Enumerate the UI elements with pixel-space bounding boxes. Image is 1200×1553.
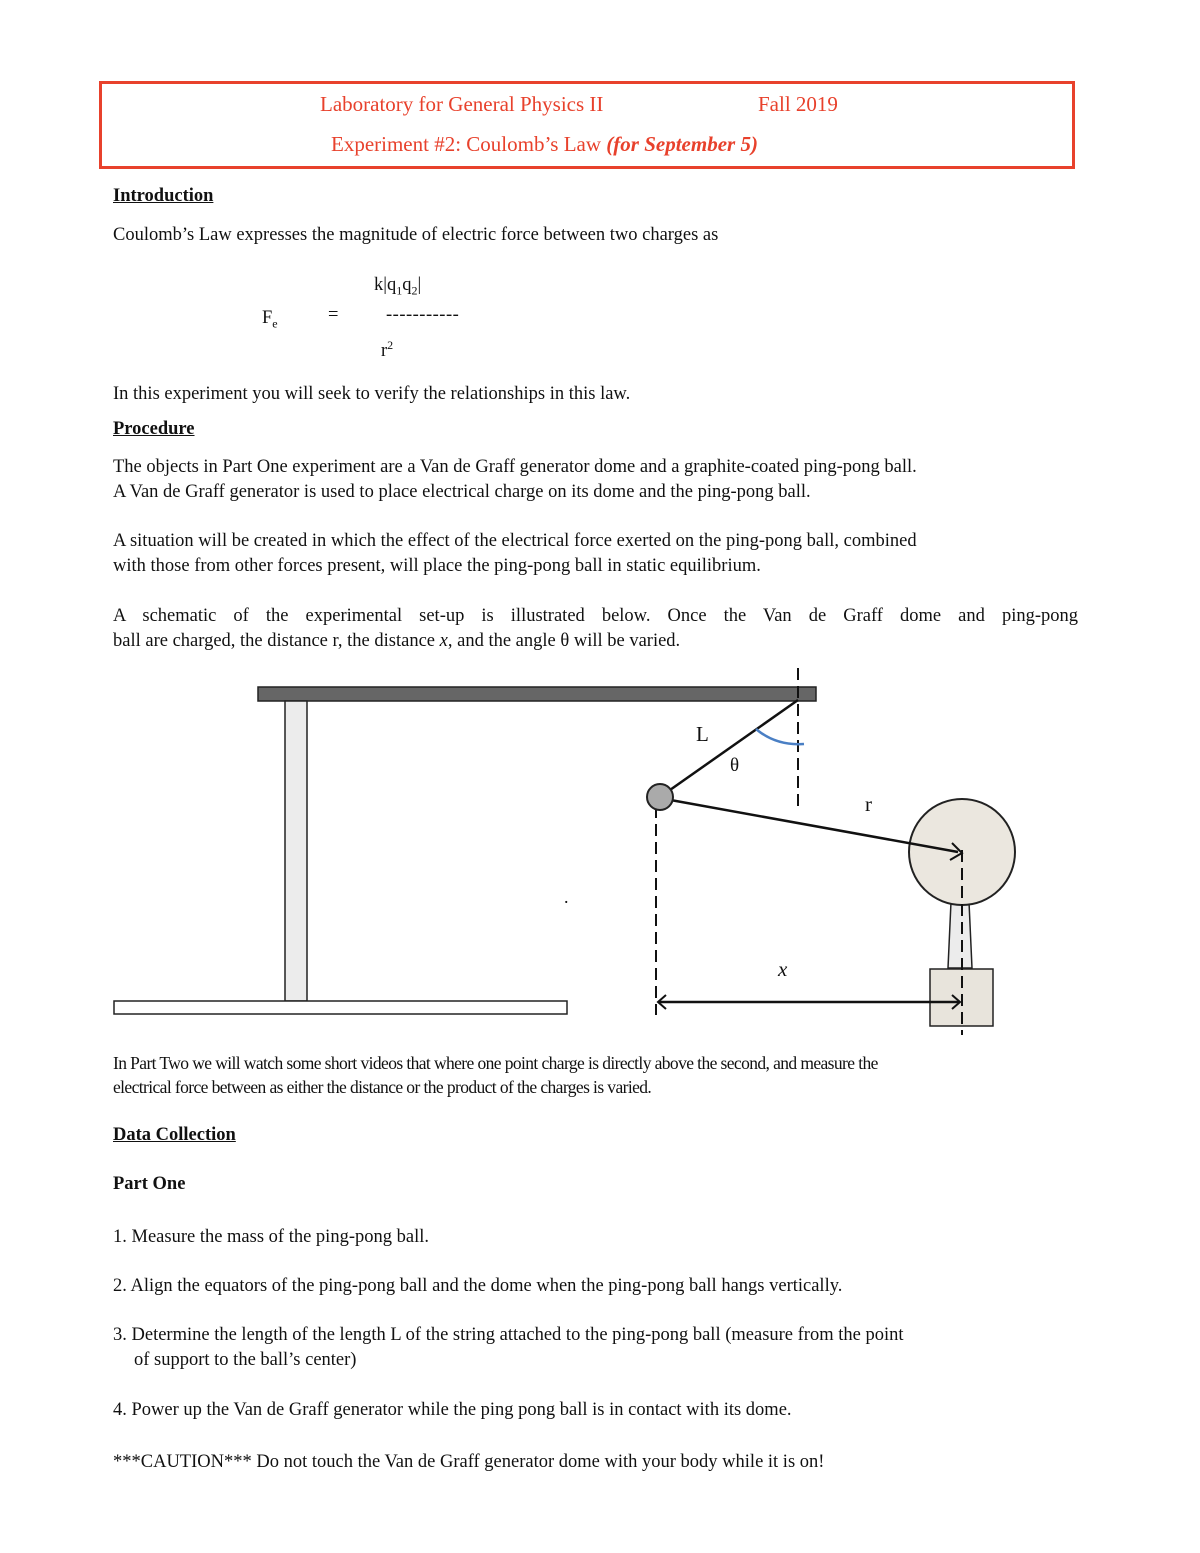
ping-pong-ball <box>647 784 673 810</box>
experiment-name: Experiment #2: Coulomb’s Law <box>331 132 602 156</box>
proc-p3-line2: ball are charged, the distance r, the distance x, and the angle θ will be varied. <box>113 631 681 651</box>
eq-denominator: $r^2$ <box>381 338 394 362</box>
data-collection-heading: Data Collection <box>113 1125 236 1145</box>
generator-stand <box>948 902 972 968</box>
proc-p1-line2: A Van de Graff generator is used to place electrical charge on its dome and the ping-pong ball. <box>113 482 811 502</box>
step-2: 2. Align the equators of the ping-pong ball and the dome when the ping-pong ball hangs vertically. <box>113 1276 843 1296</box>
part-one-heading: Part One <box>113 1174 186 1194</box>
eq-fraction-bar: ----------- <box>386 305 460 325</box>
step-3-cont: of support to the ball’s center) <box>134 1350 357 1370</box>
doc-title: Laboratory for General Physics II <box>320 92 604 116</box>
experiment-date: (for September 5) <box>606 132 758 156</box>
step-3: 3. Determine the length of the length L of the string attached to the ping-pong ball (measure from the point <box>113 1325 904 1345</box>
proc-p2-line2: with those from other forces present, will place the ping-pong ball in static equilibrium. <box>113 556 761 576</box>
support-post <box>285 701 307 1001</box>
stray-dot: . <box>564 887 569 907</box>
term: Fall 2019 <box>758 92 838 116</box>
label-x: x <box>778 957 788 981</box>
support-base <box>114 1001 567 1014</box>
part-two-line1: In Part Two we will watch some short videos that where one point charge is directly above the second, and measure the <box>113 1053 878 1073</box>
string-line <box>660 700 798 797</box>
procedure-heading: Procedure <box>113 419 195 439</box>
label-L: L <box>696 722 709 746</box>
step-1: 1. Measure the mass of the ping-pong ball. <box>113 1227 429 1247</box>
eq-numerator: $k|q_1q_2|$ <box>374 275 422 298</box>
intro-after: In this experiment you will seek to verify the relationships in this law. <box>113 384 631 404</box>
eq-equals: = <box>328 305 339 325</box>
caution-text: ***CAUTION*** Do not touch the Van de Graff generator dome with your body while it is on! <box>113 1452 825 1472</box>
intro-heading: Introduction <box>113 186 214 206</box>
theta-arc <box>756 729 804 744</box>
step-4: 4. Power up the Van de Graff generator while the ping pong ball is in contact with its dome. <box>113 1400 792 1420</box>
proc-p3-line1: A schematic of the experimental set-up is illustrated below. Once the Van de Graff dome and ping-pong <box>113 606 1078 626</box>
eq-lhs: $F_e$ <box>262 308 278 331</box>
label-r: r <box>865 792 872 816</box>
part-two-line2: electrical force between as either the distance or the product of the charges is varied. <box>113 1077 652 1097</box>
support-top-bar <box>258 687 816 701</box>
proc-p2-line1: A situation will be created in which the effect of the electrical force exerted on the ping-pong ball, combined <box>113 531 917 551</box>
proc-p1-line1: The objects in Part One experiment are a Van de Graff generator dome and a graphite-coated ping-pong ball. <box>113 457 917 477</box>
label-theta: θ <box>730 755 740 776</box>
intro-text: Coulomb’s Law expresses the magnitude of electric force between two charges as <box>113 225 719 245</box>
r-arrow-line <box>665 799 958 852</box>
